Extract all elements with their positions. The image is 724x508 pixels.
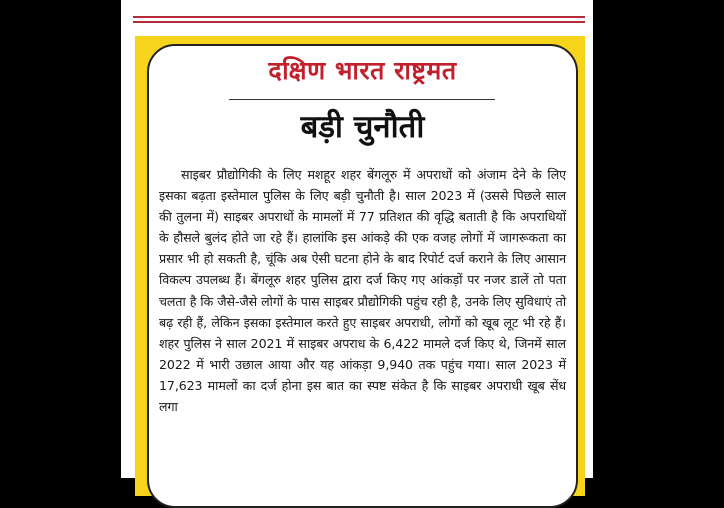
article-body: साइबर प्रौद्योगिकी के लिए मशहूर शहर बेंगलूरु में अपराधों को अंजाम देने के लिए इसका बढ़ता इस्तेमाल पुलिस के लिए बड़ी चुनौती है। साल 2023 में (उससे पिछले साल की तुलना में) साइबर अपराधों के मामलों में 77 प्रतिशत की वृद्धि बताती है कि अपराधियों के हौसले बुलंद होते जा रहे हैं। हालांकि इस आंकड़े की एक वजह लोगों में जागरूकता का प्रसार भी हो सकती है, चूंकि अब ऐसी घटना होने के बाद रिपोर्ट दर्ज कराने के लिए आसान विकल्प उपलब्ध हैं। बेंगलूरु शहर पुलिस द्वारा दर्ज किए गए आंकड़ों पर नजर डालें तो पता चलता है कि जैसे-जैसे लोगों के पास साइबर प्रौद्योगिकी पहुंच रही है, उनके लिए सुविधाएं तो बढ़ रही हैं, लेकिन इसका इस्तेमाल करते हुए साइबर अपराधी, लोगों को खूब लूट भी रहे हैं। शहर पुलिस ने साल 2021 में साइबर अपराध के 6,422 मामले दर्ज किए थे, जिनमें साल 2022 में भारी उछाल आया और यह आंकड़ा 9,940 तक पहुंच गया। साल 2023 में 17,623 मामलों का दर्ज होना इस बात का स्पष्ट संकेत है कि साइबर अपराधी खूब सेंध लगा (159, 167, 566, 415)
editorial-box (147, 44, 578, 508)
newspaper-page (121, 0, 593, 478)
masthead: दक्षिण भारत राष्ट्रमत (268, 56, 457, 85)
masthead-underline (229, 99, 495, 100)
top-rule-secondary (133, 21, 585, 23)
headline: बड़ी चुनौती (300, 109, 425, 145)
top-rule (133, 16, 585, 18)
